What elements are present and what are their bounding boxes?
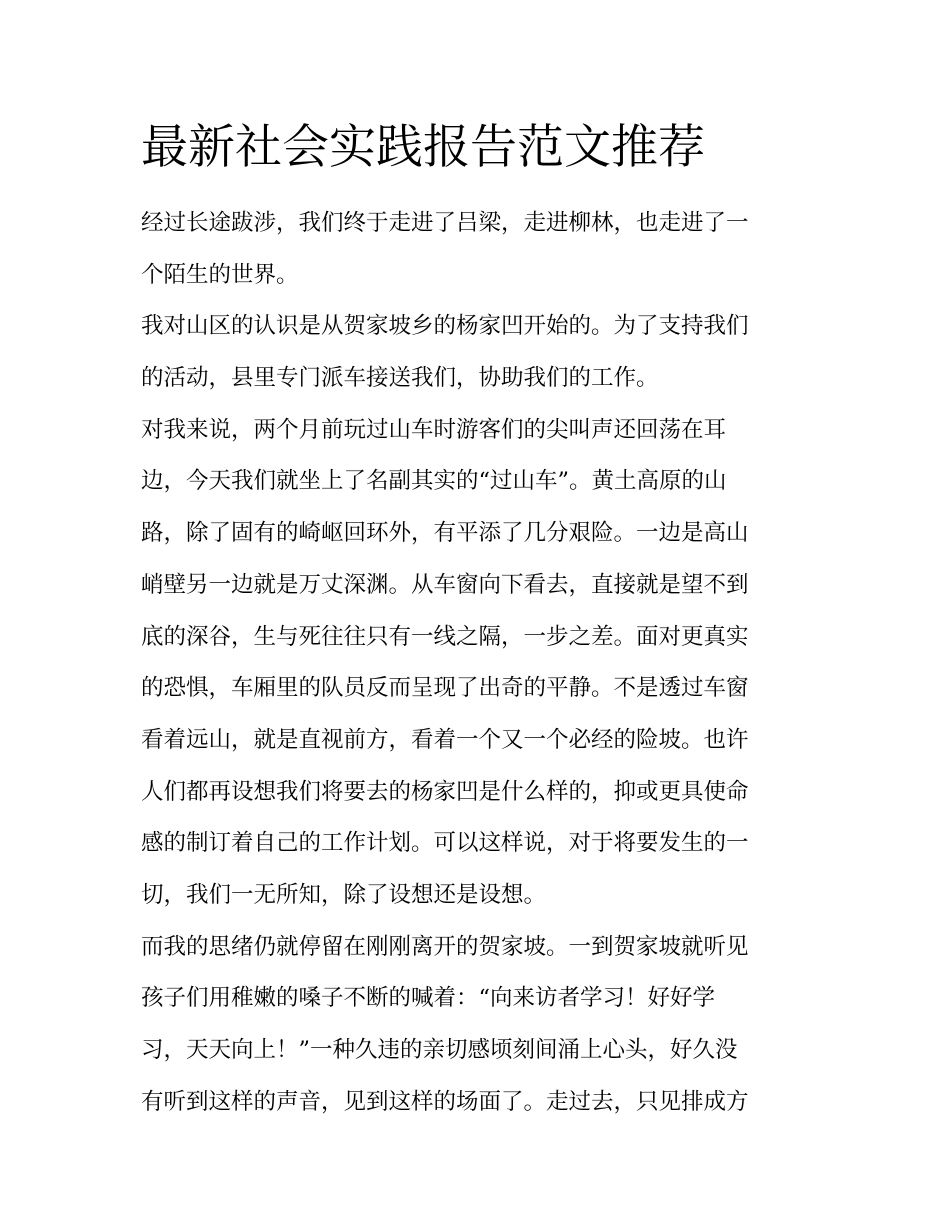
text-line: 经过长途跋涉，我们终于走进了吕梁，走进柳林，也走进了一 <box>141 210 749 236</box>
text-line: 感的制订着自己的工作计划。可以这样说，对于将要发生的一 <box>141 830 749 857</box>
text-line: 而我的思绪仍就停留在刚刚离开的贺家坡。一到贺家坡就听见 <box>141 933 749 960</box>
text-line: 切，我们一无所知，除了设想还是设想。 <box>141 881 547 908</box>
text-line: 峭壁另一边就是万丈深渊。从车窗向下看去，直接就是望不到 <box>141 571 749 598</box>
text-line: 底的深谷，生与死往往只有一线之隔，一步之差。面对更真实 <box>141 623 749 650</box>
document-page <box>141 112 813 1128</box>
text-line: 路，除了固有的崎岖回环外，有平添了几分艰险。一边是高山 <box>141 520 749 547</box>
text-line: 人们都再设想我们将要去的杨家凹是什么样的，抑或更具使命 <box>141 778 749 805</box>
text-line: 习，天天向上！”一种久违的亲切感顷刻间涌上心头，好久没 <box>141 1037 738 1063</box>
text-line: 边，今天我们就坐上了名副其实的“过山车”。黄土高原的山 <box>141 468 727 495</box>
document-title: 最新社会实践报告范文推荐 <box>141 120 705 175</box>
document-body <box>141 198 813 1128</box>
text-line: 的活动，县里专门派车接送我们，协助我们的工作。 <box>141 365 659 392</box>
text-line: 看着远山，就是直视前方，看着一个又一个必经的险坡。也许 <box>141 726 749 753</box>
text-line: 有听到这样的声音，见到这样的场面了。走过去，只见排成方 <box>141 1088 749 1115</box>
text-line: 我对山区的认识是从贺家坡乡的杨家凹开始的。为了支持我们 <box>141 313 749 340</box>
text-line: 个陌生的世界。 <box>141 261 299 288</box>
text-line: 的恐惧，车厢里的队员反而呈现了出奇的平静。不是透过车窗 <box>141 675 749 702</box>
text-line: 孩子们用稚嫩的嗓子不断的喊着：“向来访者学习！好好学 <box>141 985 716 1012</box>
text-line: 对我来说，两个月前玩过山车时游客们的尖叫声还回荡在耳 <box>141 416 727 443</box>
